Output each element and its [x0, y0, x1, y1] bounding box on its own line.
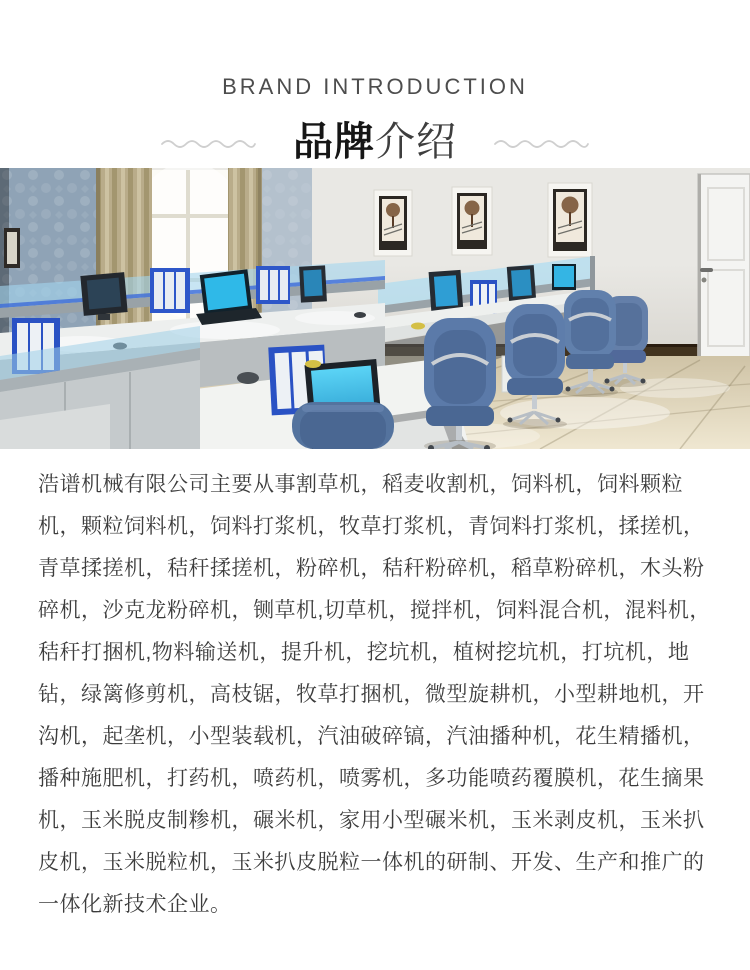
intro-line: 一体化新技术企业。 — [38, 893, 232, 916]
file-folder-box — [256, 266, 290, 304]
intro-line: 青草揉搓机，秸秆揉搓机，粉碎机，秸秆粉碎机，稻草粉碎机，木头粉 — [38, 557, 705, 580]
picture-frame-3 — [548, 183, 592, 257]
office-photo — [0, 168, 750, 449]
section-title-row — [0, 116, 750, 168]
desktop-monitor — [507, 265, 536, 303]
intro-line: 钻，绿篱修剪机，高枝锯，牧草打捆机，微型旋耕机，小型耕地机，开 — [38, 683, 705, 706]
laptop — [552, 264, 576, 290]
intro-line: 秸秆打捆机,物料输送机，提升机，挖坑机，植树挖坑机，打坑机，地 — [38, 641, 690, 664]
file-folder-box — [150, 268, 190, 313]
brand-intro-paragraph — [38, 464, 716, 926]
wall-picture-frames — [374, 183, 592, 257]
wave-line-icon — [160, 135, 257, 149]
desktop-monitor — [299, 265, 327, 302]
intro-line: 浩谱机械有限公司主要从事割草机，稻麦收割机，饲料机，饲料颗粒 — [38, 473, 683, 496]
office-door — [698, 174, 750, 358]
section-title-light: 介绍 — [375, 120, 457, 164]
intro-line: 皮机，玉米脱粒机，玉米扒皮脱粒一体机的研制、开发、生产和推广的 — [38, 851, 705, 874]
picture-frame-1 — [374, 190, 412, 256]
section-subtitle-en: BRAND INTRODUCTION — [222, 74, 528, 99]
section-title-bold: 品牌 — [293, 120, 375, 164]
intro-line: 碎机，沙克龙粉碎机，铡草机,切草机，搅拌机，饲料混合机，混料机， — [38, 599, 711, 622]
picture-frame-2 — [452, 187, 492, 255]
intro-line: 机，玉米脱皮制糁机，碾米机，家用小型碾米机，玉米剥皮机，玉米扒 — [38, 809, 705, 832]
foreground-chair-back — [292, 402, 394, 449]
intro-line: 播种施肥机，打药机，喷药机，喷雾机，多功能喷药覆膜机，花生摘果 — [38, 767, 705, 790]
intro-line: 机，颗粒饲料机，饲料打浆机，牧草打浆机，青饲料打浆机，揉搓机， — [38, 515, 705, 538]
section-title — [293, 116, 457, 168]
intro-line: 沟机，起垄机，小型装载机，汽油破碎镐，汽油播种机，花生精播机， — [38, 725, 705, 748]
wave-line-icon — [493, 135, 590, 149]
